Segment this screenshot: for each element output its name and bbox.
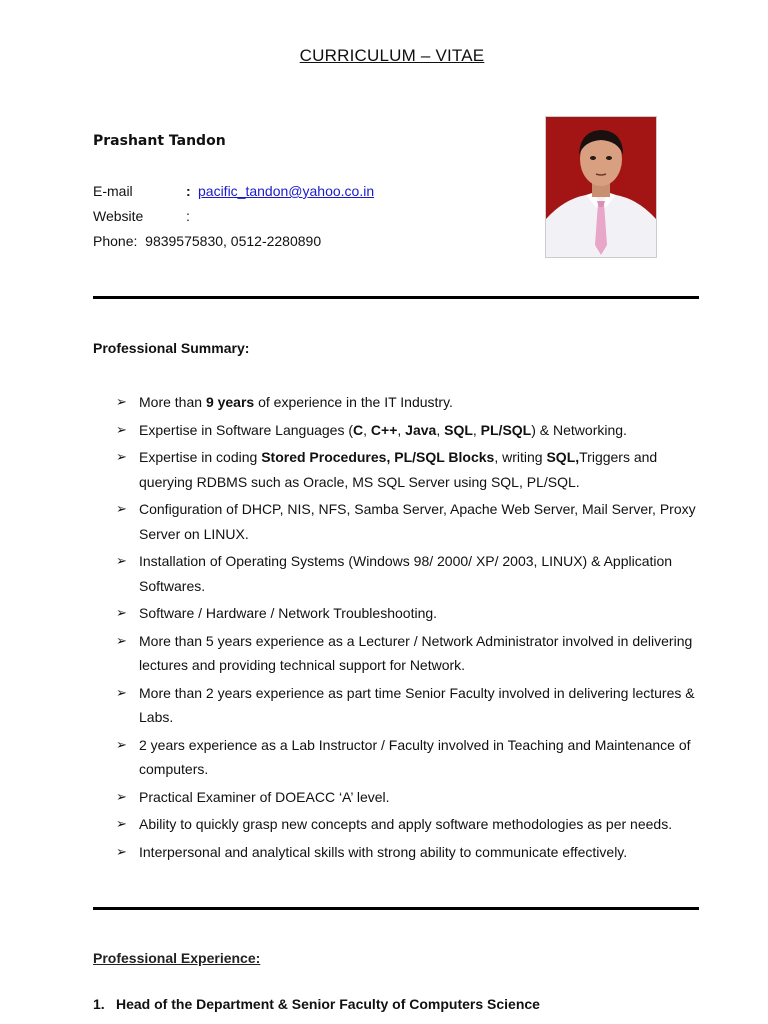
arrowhead-bullet-icon: ➢ <box>116 449 127 464</box>
arrowhead-bullet-icon: ➢ <box>116 605 127 620</box>
email-label: E-mail <box>93 183 133 199</box>
arrowhead-bullet-icon: ➢ <box>116 501 127 516</box>
profile-photo <box>545 116 657 258</box>
list-item: ➢ More than 9 years of experience in the IT Industry. <box>116 390 701 415</box>
job-title-text: Head of the Department & Senior Faculty of Computers Science <box>116 996 540 1012</box>
list-item: ➢ Software / Hardware / Network Troubleshooting. <box>116 601 701 626</box>
document-title: CURRICULUM – VITAE <box>299 46 485 65</box>
email-row <box>93 183 374 199</box>
candidate-name: Prashant Tandon <box>93 133 226 149</box>
website-label: Website <box>93 208 144 224</box>
phone-label: Phone: <box>93 233 138 249</box>
list-item: ➢ More than 5 years experience as a Lecturer / Network Administrator involved in delivering lectures and providing technical support for Network. <box>116 629 701 678</box>
list-item: ➢ Practical Examiner of DOEACC ‘A’ level. <box>116 785 701 810</box>
arrowhead-bullet-icon: ➢ <box>116 421 127 437</box>
list-item: ➢ Configuration of DHCP, NIS, NFS, Samba Server, Apache Web Server, Mail Server, Proxy Server on LINUX. <box>116 497 701 546</box>
arrowhead-bullet-icon: ➢ <box>116 843 127 859</box>
arrowhead-bullet-icon: ➢ <box>116 394 127 409</box>
section-divider-top <box>93 296 699 299</box>
arrowhead-bullet-icon: ➢ <box>116 788 127 804</box>
arrowhead-bullet-icon: ➢ <box>116 553 127 568</box>
email-link[interactable]: pacific_tandon@yahoo.co.in <box>198 183 375 199</box>
arrowhead-bullet-icon: ➢ <box>116 816 127 831</box>
job-title <box>93 996 540 1012</box>
summary-list <box>116 390 701 867</box>
phone-row <box>93 233 321 249</box>
professional-experience-heading: Professional Experience: <box>93 950 261 966</box>
phone-value: 9839575830, 0512-2280890 <box>145 233 322 249</box>
arrowhead-bullet-icon: ➢ <box>116 684 127 700</box>
list-item: ➢ Expertise in coding Stored Procedures, PL/SQL Blocks, writing SQL,Triggers and querying RDBMS such as Oracle, MS SQL Server using SQL, PL/SQL. <box>116 445 701 494</box>
website-colon: : <box>186 208 190 224</box>
profile-photo-portrait <box>546 117 656 257</box>
website-row <box>93 208 198 224</box>
arrowhead-bullet-icon: ➢ <box>116 736 127 752</box>
arrowhead-bullet-icon: ➢ <box>116 632 127 648</box>
list-item: ➢ Ability to quickly grasp new concepts and apply software methodologies as per needs. <box>116 812 701 837</box>
list-item: ➢ Expertise in Software Languages (C, C++, Java, SQL, PL/SQL) & Networking. <box>116 418 701 443</box>
list-item: ➢ Interpersonal and analytical skills with strong ability to communicate effectively. <box>116 840 701 865</box>
section-divider-bottom <box>93 907 699 910</box>
professional-summary-heading: Professional Summary: <box>93 340 250 356</box>
list-item: ➢ Installation of Operating Systems (Windows 98/ 2000/ XP/ 2003, LINUX) & Application Softwares. <box>116 549 701 598</box>
email-colon: : <box>186 183 191 199</box>
job-number: 1. <box>93 996 105 1012</box>
list-item: ➢ 2 years experience as a Lab Instructor / Faculty involved in Teaching and Maintenance of computers. <box>116 733 701 782</box>
list-item: ➢ More than 2 years experience as part time Senior Faculty involved in delivering lectures & Labs. <box>116 681 701 730</box>
